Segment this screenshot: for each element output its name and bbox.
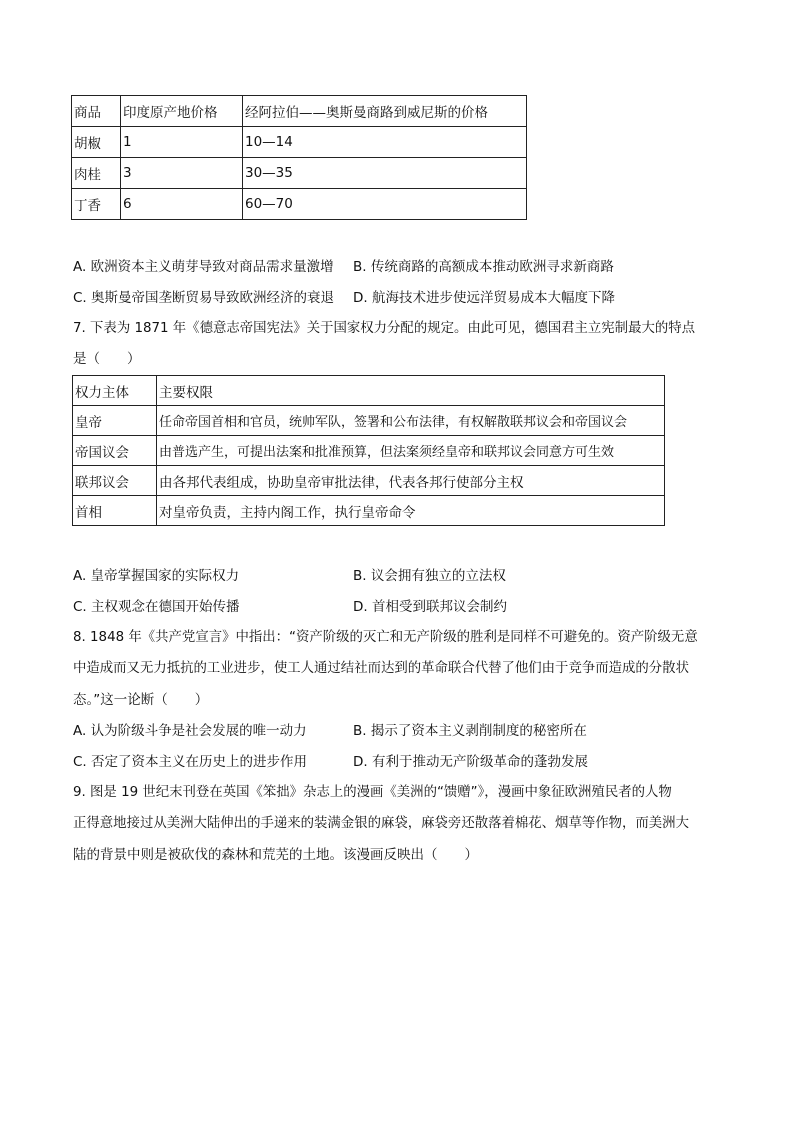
table-cell: 60—70 [243, 189, 527, 220]
question-9-stem: 9. 图是 19 世纪末刊登在英国《笨拙》杂志上的漫画《美洲的“馈赠”》，漫画中象征欧洲殖民者的人物 [73, 785, 672, 800]
table-cell: 皇帝 [73, 406, 157, 436]
option-b: B. 揭示了资本主义剥削制度的秘密所在 [353, 723, 587, 739]
table-cell: 丁香 [72, 189, 121, 220]
table-cell: 对皇帝负责，主持内阁工作，执行皇帝命令 [157, 496, 665, 526]
table-cell: 6 [121, 189, 243, 220]
table-cell: 由普选产生，可提出法案和批准预算，但法案须经皇帝和联邦议会同意方可生效 [157, 436, 665, 466]
question-9-stem: 正得意地接过从美洲大陆伸出的手递来的装满金银的麻袋，麻袋旁还散落着棉花、烟草等作物，而美洲大 [73, 816, 689, 831]
question-8-stem: 8. 1848 年《共产党宣言》中指出：“资产阶级的灭亡和无产阶级的胜利是同样不可避免的。资产阶级无意 [73, 630, 698, 645]
table-cell: 帝国议会 [73, 436, 157, 466]
table-header: 主要权限 [157, 376, 665, 406]
question-9-stem: 陆的背景中则是被砍伐的森林和荒芜的土地。该漫画反映出（ ） [73, 847, 478, 863]
table-cell: 肉桂 [72, 158, 121, 189]
table-cell: 1 [121, 127, 243, 158]
question-7-stem: 7. 下表为 1871 年《德意志帝国宪法》关于国家权力分配的规定。由此可见，德国君主立宪制最大的特点 [73, 321, 696, 336]
option-b: B. 传统商路的高额成本推动欧洲寻求新商路 [353, 259, 614, 275]
price-table [71, 95, 527, 220]
table-cell: 由各邦代表组成，协助皇帝审批法律，代表各邦行使部分主权 [157, 466, 665, 496]
option-a: A. 欧洲资本主义萌芽导致对商品需求量激增 [73, 259, 334, 275]
option-c: C. 否定了资本主义在历史上的进步作用 [73, 754, 308, 770]
table-cell: 首相 [73, 496, 157, 526]
option-a: A. 皇帝掌握国家的实际权力 [73, 568, 240, 584]
table-header: 商品 [72, 96, 121, 127]
power-table [72, 375, 665, 526]
table-cell: 3 [121, 158, 243, 189]
option-c: C. 奥斯曼帝国垄断贸易导致欧洲经济的衰退 [73, 290, 335, 306]
option-c: C. 主权观念在德国开始传播 [73, 599, 240, 615]
table-header: 经阿拉伯——奥斯曼商路到威尼斯的价格 [243, 96, 527, 127]
question-8-stem: 态。”这一论断（ ） [73, 692, 209, 708]
option-d: D. 航海技术进步使远洋贸易成本大幅度下降 [353, 290, 615, 306]
question-8-stem: 中造成而又无力抵抗的工业进步，使工人通过结社而达到的革命联合代替了他们由于竞争而造成的分散状 [73, 661, 689, 676]
option-b: B. 议会拥有独立的立法权 [353, 568, 506, 584]
table-cell: 联邦议会 [73, 466, 157, 496]
table-cell: 胡椒 [72, 127, 121, 158]
table-header: 权力主体 [73, 376, 157, 406]
table-header: 印度原产地价格 [121, 96, 243, 127]
table-cell: 10—14 [243, 127, 527, 158]
question-7-stem-cont: 是（ ） [73, 351, 141, 367]
option-d: D. 有利于推动无产阶级革命的蓬勃发展 [353, 754, 588, 770]
option-d: D. 首相受到联邦议会制约 [353, 599, 507, 615]
table-cell: 任命帝国首相和官员，统帅军队，签署和公布法律，有权解散联邦议会和帝国议会 [157, 406, 665, 436]
option-a: A. 认为阶级斗争是社会发展的唯一动力 [73, 723, 307, 739]
table-cell: 30—35 [243, 158, 527, 189]
